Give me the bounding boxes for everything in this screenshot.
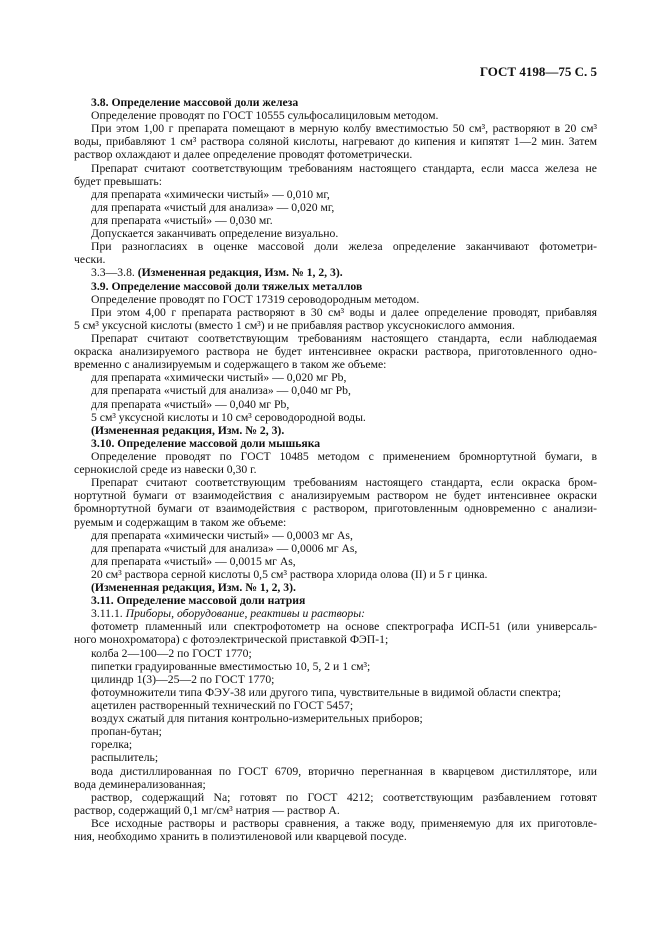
line-text: окраска анализируемого раствора не будет интенсивнее окраски раствора, приготовленного одно- (74, 345, 597, 359)
text-line (74, 109, 597, 122)
line-text: Приборы, оборудование, реактивы и растворы: (125, 607, 366, 621)
line-text: нортутной бумаги от взаимодействия с анализируемым раствором не будет интенсивнее окраски (74, 489, 597, 503)
line-text: вода деминерализованная; (74, 777, 206, 791)
text-line (74, 568, 597, 581)
text-line (74, 332, 597, 345)
text-line (74, 620, 597, 633)
text-line (74, 699, 597, 712)
line-text: Определение проводят по ГОСТ 10555 сульфосалициловым методом. (91, 109, 439, 123)
text-line (74, 607, 597, 620)
text-line (74, 135, 597, 148)
text-line (74, 633, 597, 646)
text-line (74, 502, 597, 515)
line-text: для препарата «химически чистый» — 0,010 мг, (91, 187, 330, 201)
section-heading (74, 280, 597, 293)
line-text: пропан-бутан; (91, 725, 162, 739)
line-text: для препарата «чистый для анализа» — 0,040 мг Pb, (91, 384, 351, 398)
line-text: временно с анализируемым и содержащего в таком же объеме: (74, 358, 387, 372)
text-line (74, 673, 597, 686)
line-prefix: 3.11.1. (91, 607, 126, 621)
text-line (74, 555, 597, 568)
section-heading (74, 594, 597, 607)
text-line (74, 345, 597, 358)
text-line (74, 384, 597, 397)
line-text: 3.8. Определение массовой доли железа (91, 96, 299, 109)
line-text: ния, необходимо хранить в полиэтиленовой или кварцевой посуде. (74, 830, 407, 844)
text-line (74, 214, 597, 227)
text-line (74, 358, 597, 371)
text-line (74, 738, 597, 751)
line-text: 5 см³ уксусной кислоты (вместо 1 см³) и не прибавляя раствор уксуснокислого аммония. (74, 318, 515, 332)
line-text: 3.10. Определение массовой доли мышьяка (91, 436, 321, 450)
text-line (74, 162, 597, 175)
line-text: для препарата «химически чистый» — 0,020 мг Pb, (91, 371, 347, 385)
text-line (74, 148, 597, 161)
line-text: (Измененная редакция, Изм. № 1, 2, 3). (137, 266, 343, 280)
text-line (74, 516, 597, 529)
text-line (74, 122, 597, 135)
line-text: вода дистиллированная по ГОСТ 6709, вторично перегнанная в кварцевом дистилляторе, или (91, 764, 597, 778)
line-text: 3.11. Определение массовой доли натрия (91, 594, 306, 608)
line-text: (Измененная редакция, Изм. № 1, 2, 3). (91, 581, 296, 595)
line-text: колба 2—100—2 по ГОСТ 1770; (91, 646, 252, 660)
text-line (74, 581, 597, 594)
text-line (74, 201, 597, 214)
text-line (74, 778, 597, 791)
text-line (74, 712, 597, 725)
text-line (74, 293, 597, 306)
text-line (74, 791, 597, 804)
line-text: ного монохроматора) с фотоэлектрической приставкой ФЭП-1; (74, 633, 389, 647)
line-text: пипетки градуированные вместимостью 10, 5, 2 и 1 см³; (91, 659, 371, 673)
line-text: для препарата «чистый для анализа» — 0,0006 мг As, (91, 541, 358, 555)
text-line (74, 751, 597, 764)
text-line (74, 450, 597, 463)
text-line (74, 411, 597, 424)
line-text: воздух сжатый для питания контрольно-измерительных приборов; (91, 712, 423, 726)
document-body (74, 96, 597, 843)
text-line (74, 175, 597, 188)
line-text: фотометр пламенный или спектрофотометр на основе спектрографа ИСП-51 (или универсаль- (91, 620, 597, 634)
text-line (74, 371, 597, 384)
text-line (74, 319, 597, 332)
line-text: бромнортутной бумаги от взаимодействия с раствором, приготовленным одновременно с анализи- (74, 502, 597, 516)
line-text: Все исходные растворы и растворы сравнения, а также воду, применяемую для их приготовле- (91, 817, 597, 831)
text-line (74, 647, 597, 660)
text-line (74, 240, 597, 253)
text-line (74, 686, 597, 699)
line-text: для препарата «чистый» — 0,040 мг Pb, (91, 397, 290, 411)
line-text: Препарат считают соответствующим требованиям настоящего стандарта, если окраска бром- (91, 476, 597, 490)
line-text: Допускается заканчивать определение визуально. (91, 227, 339, 241)
line-text: горелка; (91, 738, 133, 752)
text-line (74, 817, 597, 830)
text-line (74, 489, 597, 502)
text-line (74, 765, 597, 778)
text-line (74, 227, 597, 240)
text-line (74, 660, 597, 673)
line-text: воды, прибавляют 1 см³ раствора соляной кислоты, нагревают до кипения и кипятят 1—2 мин. Затем (74, 135, 597, 149)
text-line (74, 542, 597, 555)
line-text: Определение проводят по ГОСТ 10485 методом с применением бромнортутной бумаги, в (91, 449, 597, 463)
text-line (74, 830, 597, 843)
line-text: распылитель; (91, 751, 159, 765)
text-line (74, 804, 597, 817)
section-heading (74, 437, 597, 450)
line-text: для препарата «чистый» — 0,030 мг. (91, 213, 273, 227)
text-line (74, 188, 597, 201)
line-text: 3.9. Определение массовой доли тяжелых металлов (91, 279, 363, 293)
line-text: будет превышать: (74, 174, 162, 188)
line-text: цилиндр 1(3)—25—2 по ГОСТ 1770; (91, 672, 275, 686)
text-line (74, 424, 597, 437)
line-text: для препарата «чистый для анализа» — 0,020 мг, (91, 200, 335, 214)
line-text: ацетилен растворенный технический по ГОСТ 5457; (91, 699, 354, 713)
text-line (74, 725, 597, 738)
line-text: сернокислой среде из навески 0,30 г. (74, 463, 257, 477)
line-text: раствор охлаждают и далее определение проводят фотометрически. (74, 148, 413, 162)
text-line (74, 463, 597, 476)
line-text: для препарата «чистый» — 0,0015 мг As, (91, 554, 296, 568)
line-text: раствор, содержащий Na; готовят по ГОСТ 4212; соответствующим разбавлением готовят (91, 790, 597, 804)
line-text: фотоумножители типа ФЭУ-38 или другого типа, чувствительные в видимой области спектра; (91, 685, 562, 699)
text-line (74, 476, 597, 489)
section-heading (74, 96, 597, 109)
line-text: 20 см³ раствора серной кислоты 0,5 см³ раствора хлорида олова (II) и 5 г цинка. (91, 567, 488, 581)
text-line (74, 398, 597, 411)
line-text: Определение проводят по ГОСТ 17319 сероводородным методом. (91, 292, 420, 306)
line-text: раствор, содержащий 0,1 мг/см³ натрия — раствор А. (74, 803, 340, 817)
line-prefix: 3.3—3.8. (91, 266, 138, 280)
line-text: для препарата «химически чистый» — 0,0003 мг As, (91, 528, 353, 542)
text-line (74, 266, 597, 279)
line-text: При этом 4,00 г препарата растворяют в 30 см³ воды и далее определение проводят, прибавляя (91, 305, 597, 319)
line-text: (Измененная редакция, Изм. № 2, 3). (91, 423, 285, 437)
line-text: чески. (74, 253, 106, 267)
text-line (74, 529, 597, 542)
text-line (74, 253, 597, 266)
line-text: При этом 1,00 г препарата помещают в мерную колбу вместимостью 50 см³, растворяют в 20 см³ (91, 122, 597, 136)
line-text: Препарат считают соответствующим требованиям настоящего стандарта, если масса железа не (91, 161, 597, 175)
line-text: руемым и содержащим в таком же объеме: (74, 515, 287, 529)
line-text: При разногласиях в оценке массовой доли железа определение заканчивают фотометри- (91, 240, 597, 254)
line-text: Препарат считают соответствующим требованиям настоящего стандарта, если наблюдаемая (91, 331, 597, 345)
text-line (74, 306, 597, 319)
line-text: 5 см³ уксусной кислоты и 10 см³ сероводородной воды. (91, 410, 366, 424)
page-header: ГОСТ 4198—75 С. 5 (479, 64, 597, 79)
